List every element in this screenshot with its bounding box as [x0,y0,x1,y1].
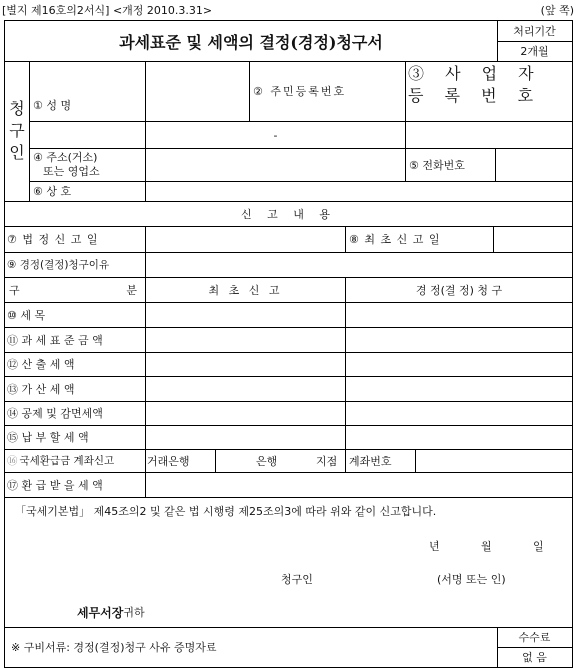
phone-field[interactable] [496,148,572,181]
bank-branch-field[interactable]: 은행 지점 [256,454,338,468]
signature-or-seal: (서명 또는 인) [437,573,506,586]
date-month: 월 [481,540,492,553]
date-year: 년 [429,540,440,553]
bank-label: 거래은행 [147,454,190,468]
account-number-label: 계좌번호 [349,454,392,468]
additional-tax-initial-field[interactable] [146,376,345,401]
tax-payable-initial-field[interactable] [146,425,345,449]
first-filing-date-label: ⑧ 최 초 신 고 일 [349,233,441,246]
resident-number-field[interactable]: - [273,128,278,142]
report-section-title: 신 고 내 용 [241,207,336,221]
claim-reason-field[interactable] [146,252,572,277]
address-label: ④ 주소(거소) 또는 영업소 [33,150,100,178]
legal-filing-date-label: ⑦ 법 정 신 고 일 [7,233,99,246]
required-documents-note: ※ 구비서류: 경정(결정)청구 사유 증명자료 [11,641,217,654]
tax-item-initial-field[interactable] [146,302,345,327]
refund-amount-field[interactable] [146,472,572,497]
address-field[interactable] [146,148,405,181]
row-label-tax-base: ⑪ 과 세 표 준 금 액 [7,333,103,347]
phone-label: ⑤ 전화번호 [409,158,465,172]
claim-reason-label: ⑨ 경정(결정)청구이유 [7,259,110,271]
calculated-tax-claim-field[interactable] [346,352,572,376]
category-header: 구 분 [9,283,137,297]
tax-office-addressee: 세무서장 귀하 [77,605,145,620]
initial-filing-header: 최 초 신 고 [208,283,283,297]
tax-payable-claim-field[interactable] [346,425,572,449]
row-label-additional-tax: ⑬ 가 산 세 액 [7,382,75,396]
name-label: ① 성 명 [33,98,72,112]
deduction-initial-field[interactable] [146,401,345,425]
deduction-claim-field[interactable] [346,401,572,425]
claim-header: 경 정(결 정) 청 구 [415,283,503,297]
fee-label: 수수료 [518,631,551,644]
additional-tax-claim-field[interactable] [346,376,572,401]
claimant-signature-label: 청구인 [281,573,313,586]
first-filing-date-field[interactable] [494,226,572,252]
row-label-calculated-tax: ⑫ 산 출 세 액 [7,358,75,371]
form-frame [4,20,573,668]
claimant-section-label: 청 구 인 [9,99,25,162]
processing-period-label: 처리기간 [513,25,556,38]
legal-filing-date-field[interactable] [146,226,345,252]
form-reference: [별지 제16호의2서식] <개정 2010.3.31> [2,4,213,17]
tax-item-claim-field[interactable] [346,302,572,327]
calculated-tax-initial-field[interactable] [146,352,345,376]
processing-period-value: 2개월 [520,45,549,58]
business-number-label: ③ 사 업 자 등 록 번 호 [408,64,542,105]
resident-number-label: ② 주민등록번호 [253,85,347,98]
business-number-field[interactable] [406,122,572,148]
account-number-field[interactable] [416,449,572,472]
refund-amount-label: ⑰ 환 급 받 을 세 액 [7,478,103,492]
refund-account-label: ⑯ 국세환급금 계좌신고 [7,455,115,467]
tax-base-initial-field[interactable] [146,327,345,352]
form-title: 과세표준 및 세액의 결정(경정)청구서 [119,32,383,52]
fee-value: 없 음 [522,651,547,664]
trade-name-field[interactable] [146,181,572,201]
page-side-label: (앞 쪽) [540,4,574,17]
tax-base-claim-field[interactable] [346,327,572,352]
date-day: 일 [533,540,544,553]
declaration-text: 「국세기본법」 제45조의2 및 같은 법 시행령 제25조의3에 따라 위와 같이 신고합니다. [15,505,437,518]
trade-name-label: ⑥ 상 호 [33,185,72,198]
row-label-deduction: ⑭ 공제 및 감면세액 [7,407,103,420]
row-label-tax-payable: ⑮ 납 부 할 세 액 [7,431,89,444]
row-label-tax-item: ⑩ 세 목 [7,308,46,322]
